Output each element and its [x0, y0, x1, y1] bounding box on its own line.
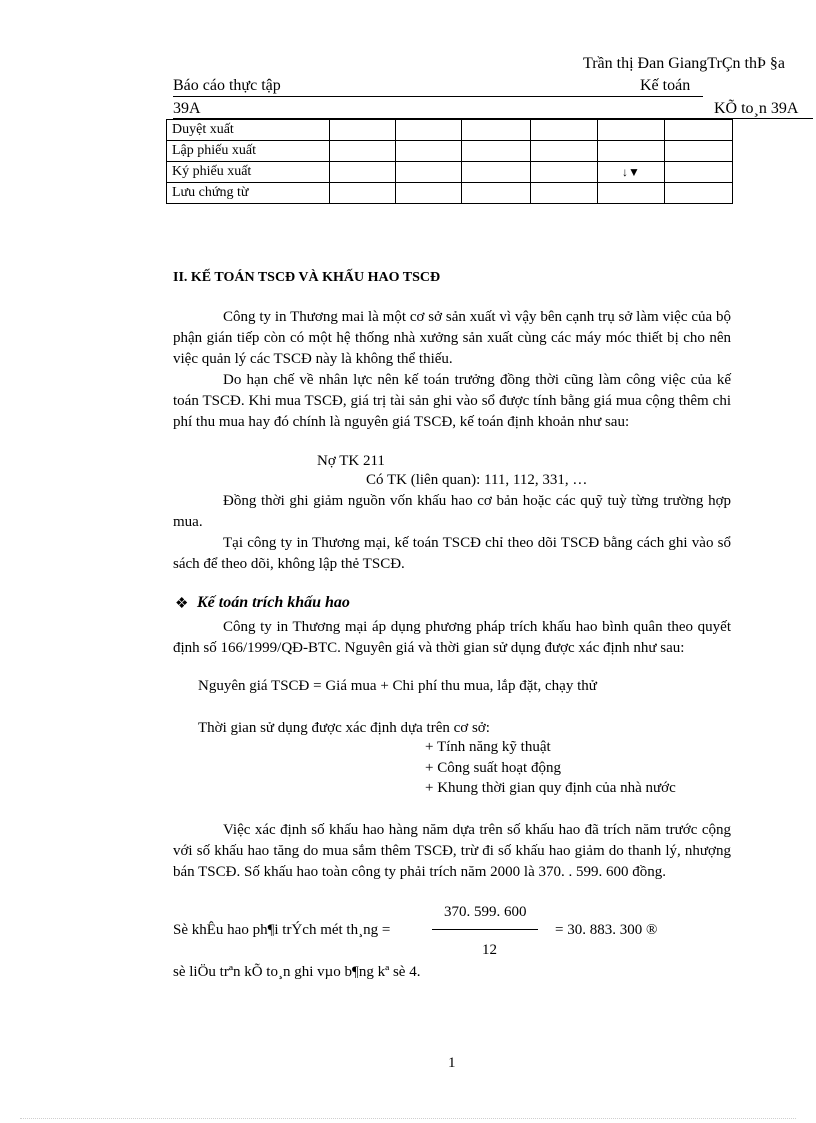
calc-numerator: 370. 599. 600: [444, 904, 527, 920]
arrow-down-icon: ↓▼: [622, 165, 640, 179]
row-label: Ký phiếu xuất: [167, 162, 330, 183]
report-title: Báo cáo thực tập: [173, 77, 281, 94]
section-paragraph-4: Tại công ty in Thương mại, kế toán TSCĐ chỉ theo dõi TSCĐ bằng cách ghi vào sổ sách để theo dõi, không lập thẻ TSCĐ.: [173, 535, 731, 572]
table-row: [167, 120, 733, 141]
row-label: Lưu chứng từ: [167, 183, 330, 204]
page-number: 1: [448, 1055, 456, 1071]
table-row: [167, 141, 733, 162]
criteria-item: + Tính năng kỹ thuật: [425, 739, 551, 755]
calc-denominator: 12: [482, 942, 497, 958]
closing-note: sè liÖu trªn kÕ to¸n ghi vµo b¶ng kª sè 4.: [173, 964, 421, 980]
table-row: [167, 183, 733, 204]
fraction-bar: [432, 929, 538, 930]
calc-result: = 30. 883. 300 ®: [555, 922, 658, 938]
header-rule: [173, 96, 703, 97]
criteria-item: + Khung thời gian quy định của nhà nước: [425, 780, 676, 796]
department-label: Kế toán: [640, 77, 691, 94]
process-table: [166, 119, 733, 204]
row-label: Lập phiếu xuất: [167, 141, 330, 162]
section-paragraph-2: Do hạn chế về nhân lực nên kế toán trưởng đồng thời cũng làm công việc của kế toán TSCĐ. Khi mua TSCĐ, giá trị tài sản ghi vào sổ được tính bằng giá mua cộng thêm chi phí thu mua hay đó chính là nguyên giá TSCĐ, kế toán định khoản như sau:: [173, 372, 731, 430]
subsection-heading: Kế toán trích khấu hao: [197, 594, 350, 611]
diamond-bullet-icon: ❖: [175, 596, 189, 612]
subsection-paragraph-2: Việc xác định số khấu hao hàng năm dựa trên số khấu hao đã trích năm trước cộng với số khấu hao tăng do mua sắm thêm TSCĐ, trừ đi số khấu hao giảm do thanh lý, nhượng bán TSCĐ. Số khấu hao toàn công ty phải trích năm 2000 là 370. . 599. 600 đồng.: [173, 822, 731, 880]
debit-entry: Nợ TK 211: [317, 453, 385, 469]
table-row: [167, 162, 733, 183]
credit-entry: Có TK (liên quan): 111, 112, 331, …: [366, 472, 588, 488]
row-label: Duyệt xuất: [167, 120, 330, 141]
subsection-paragraph-1: Công ty in Thương mại áp dụng phương pháp trích khấu hao bình quân theo quyết định số 166/1999/QĐ-BTC. Nguyên giá và thời gian sử dụng được xác định như sau:: [173, 619, 731, 656]
author-name: Trần thị Đan GiangTrÇn thÞ §a: [583, 55, 785, 72]
cost-formula: Nguyên giá TSCĐ = Giá mua + Chi phí thu mua, lắp đặt, chạy thử: [198, 678, 597, 694]
section-heading: II. KẾ TOÁN TSCĐ VÀ KHẤU HAO TSCĐ: [173, 270, 441, 285]
time-basis: Thời gian sử dụng được xác định dựa trên cơ sở:: [198, 720, 490, 736]
criteria-item: + Công suất hoạt động: [425, 760, 561, 776]
class-right: KÕ to¸n 39A: [714, 100, 799, 117]
calc-label: Sè khÊu hao ph¶i trÝch mét th¸ng =: [173, 922, 391, 938]
section-paragraph-3: Đồng thời ghi giảm nguồn vốn khấu hao cơ bản hoặc các quỹ tuỳ từng trường hợp mua.: [173, 493, 731, 530]
page-edge: [20, 1118, 796, 1119]
class-left: 39A: [173, 100, 201, 117]
section-paragraph-1: Công ty in Thương mai là một cơ sở sản xuất vì vậy bên cạnh trụ sở làm việc của bộ phận gián tiếp còn có một hệ thống nhà xưởng sản xuất cùng các máy móc thiết bị cho nên việc quản lý các TSCĐ này là không thể thiếu.: [173, 309, 731, 367]
